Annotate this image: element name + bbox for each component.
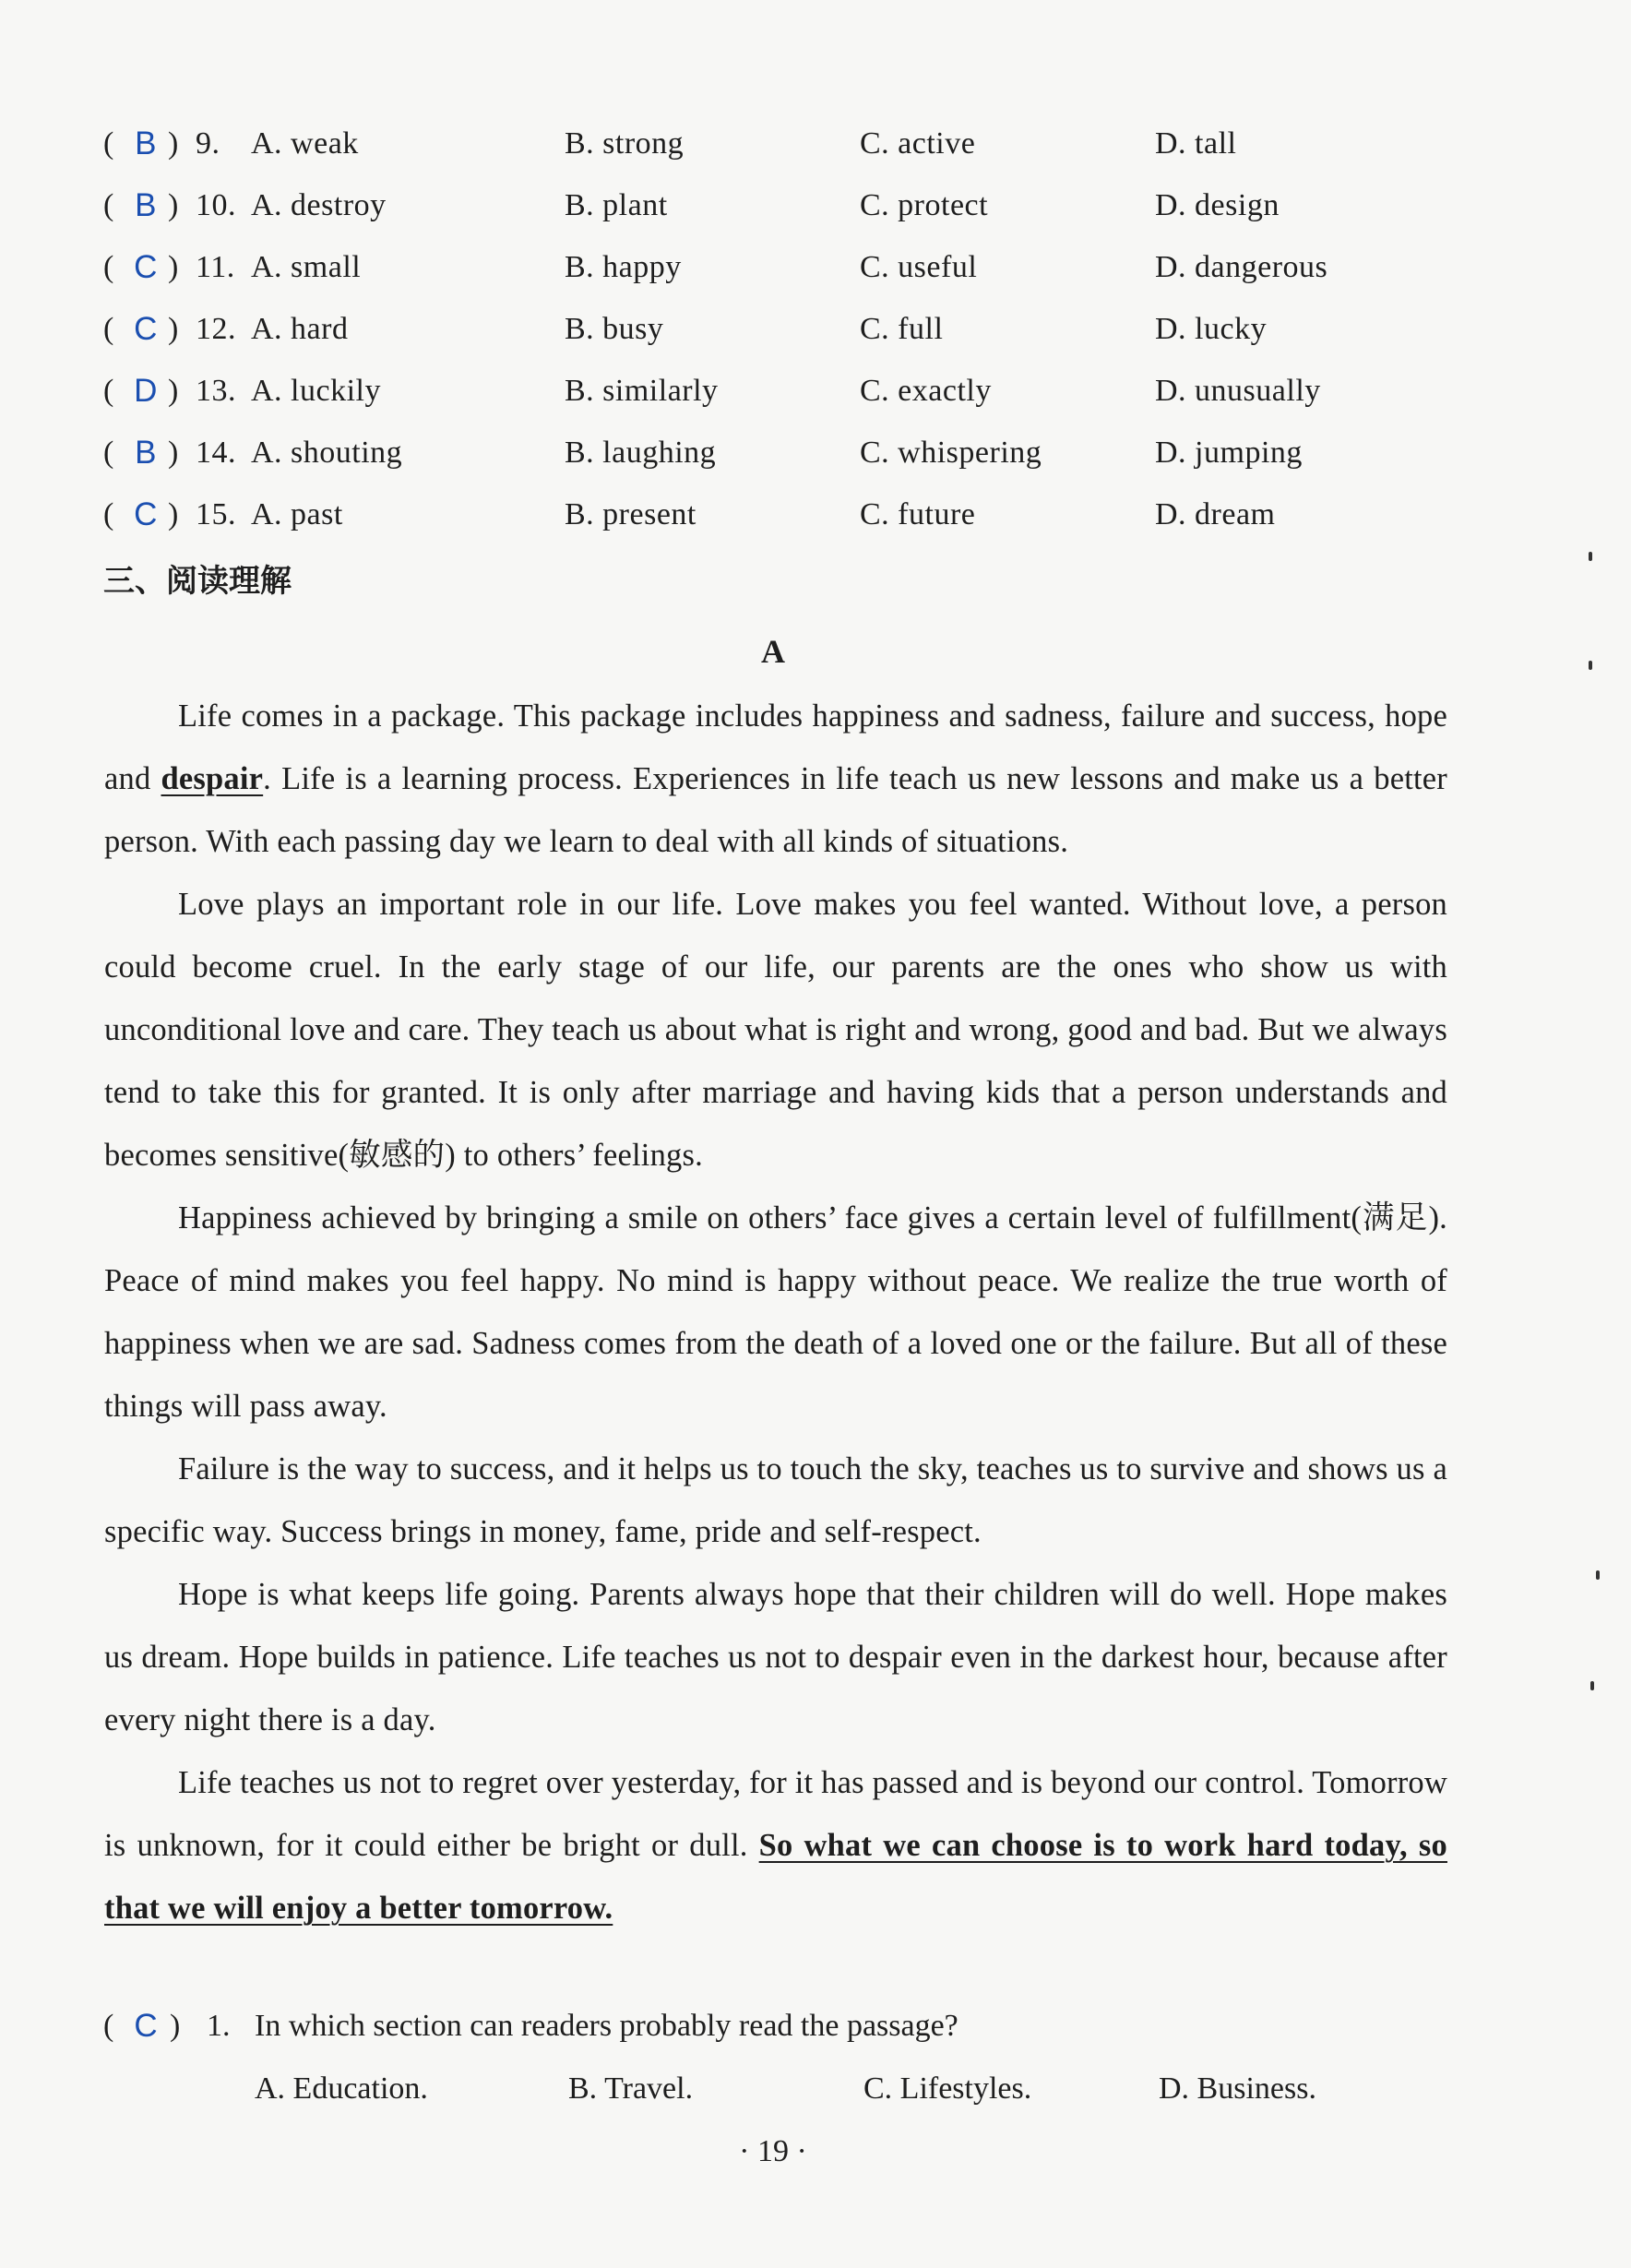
answer-letter: C [134,496,158,532]
option-a: A. weak [251,126,359,161]
option-a: A. destroy [251,188,387,222]
cloze-row [103,116,1469,172]
question-1-options [103,2059,1469,2119]
option-c: C. full [860,312,944,346]
paren-close: ) [170,2009,181,2043]
option-b: B. laughing [565,436,717,470]
option-d: D. dangerous [1155,250,1328,284]
paragraph-6: Life teaches us not to regret over yesterday, for it has passed and is beyond our control. Tomorrow is unknown, for it could either be bright or dull. So what we can choose is to work hard today, so that we will enjoy a better tomorrow. [104,1765,1447,1926]
option-c: C. active [860,126,976,161]
option-b: B. similarly [565,374,719,408]
paragraph-3: Happiness achieved by bringing a smile on others’ face gives a certain level of fulfillment(满足). Peace of mind makes you feel happy. No mind is happy without peace. We realize the true worth of happiness when we are sad. Sadness comes from the death of a loved one or the failure. But all of these things will pass away. [104,1200,1447,1424]
option-b: B. plant [565,188,668,222]
question-number: 12. [196,312,236,346]
passage-label: A [761,633,785,670]
option-c: C. whispering [860,436,1042,470]
paren-open: ( [103,312,114,346]
option-b: B. busy [565,312,664,346]
option-c: C. useful [860,250,978,284]
question-1 [103,1997,1469,2056]
margin-mark [1589,661,1592,670]
paren-close: ) [168,312,179,346]
paren-close: ) [168,250,179,284]
paren-open: ( [103,497,114,531]
paren-open: ( [103,436,114,470]
margin-mark [1590,1681,1594,1690]
option-a: A. hard [251,312,349,346]
cloze-row [103,487,1469,543]
option-a: A. past [251,497,343,531]
cloze-row [103,240,1469,295]
option-b: B. strong [565,126,685,161]
paren-close: ) [168,374,179,408]
option-c: C. protect [860,188,989,222]
option-c: C. Lifestyles. [863,2071,1032,2106]
question-number: 11. [196,250,235,284]
answer-letter: B [135,435,157,471]
paren-open: ( [103,126,114,161]
cloze-row [103,178,1469,233]
option-d: D. jumping [1155,436,1303,470]
paren-close: ) [168,126,179,161]
option-d: D. Business. [1159,2071,1316,2106]
reading-passage [104,685,1447,1940]
answer-letter: B [135,125,157,161]
paragraph-2: Love plays an important role in our life. Love makes you feel wanted. Without love, a person could become cruel. In the early stage of our life, our parents are the ones who show us with unconditional love and care. They teach us about what is right and wrong, good and bad. But we always tend to take this for granted. It is only after marriage and having kids that a person understands and becomes sensitive(敏感的) to others’ feelings. [104,887,1447,1173]
option-b: B. Travel. [568,2071,694,2106]
option-a: A. Education. [255,2071,428,2106]
paren-open: ( [103,188,114,222]
margin-mark [1589,552,1592,561]
paren-open: ( [103,250,114,284]
margin-mark [1596,1570,1600,1580]
option-b: B. happy [565,250,682,284]
underlined-sentence: So what we can choose is to work hard today, so that we will enjoy a better tomorrow. [104,1828,1447,1926]
paren-open: ( [103,374,114,408]
option-d: D. unusually [1155,374,1321,408]
option-c: C. exactly [860,374,992,408]
option-b: B. present [565,497,696,531]
answer-letter: C [134,311,158,347]
option-d: D. dream [1155,497,1276,531]
paren-close: ) [168,497,179,531]
option-d: D. lucky [1155,312,1268,346]
paren-close: ) [168,188,179,222]
answer-letter: D [134,373,158,409]
option-c: C. future [860,497,976,531]
paragraph-1: Life comes in a package. This package includes happiness and sadness, failure and success, hope and despair. Life is a learning process. Experiences in life teach us new lessons and make us a better person. With each passing day we learn to deal with all kinds of situations. [104,698,1447,859]
option-a: A. luckily [251,374,381,408]
question-number: 13. [196,374,236,408]
answer-letter: C [134,249,158,285]
question-number: 15. [196,497,236,531]
question-answer: C [134,2008,158,2044]
question-number: 1. [207,2009,231,2043]
option-d: D. design [1155,188,1280,222]
underlined-word: despair [161,761,264,796]
cloze-row [103,425,1469,481]
question-text: In which section can readers probably read the passage? [255,2009,958,2043]
question-number: 9. [196,126,220,161]
paragraph-5: Hope is what keeps life going. Parents always hope that their children will do well. Hope makes us dream. Hope builds in patience. Life teaches us not to despair even in the darkest hour, because after every night there is a day. [104,1577,1447,1737]
question-number: 10. [196,188,236,222]
page-number: · 19 · [739,2134,807,2168]
option-d: D. tall [1155,126,1237,161]
section-title: 三、阅读理解 [103,563,292,600]
option-a: A. shouting [251,436,403,470]
cloze-row [103,302,1469,357]
paragraph-4: Failure is the way to success, and it helps us to touch the sky, teaches us to survive and shows us a specific way. Success brings in money, fame, pride and self-respect. [104,1451,1447,1549]
cloze-row [103,364,1469,419]
answer-letter: B [135,187,157,223]
paren-close: ) [168,436,179,470]
question-number: 14. [196,436,236,470]
option-a: A. small [251,250,362,284]
paren-open: ( [103,2009,114,2043]
